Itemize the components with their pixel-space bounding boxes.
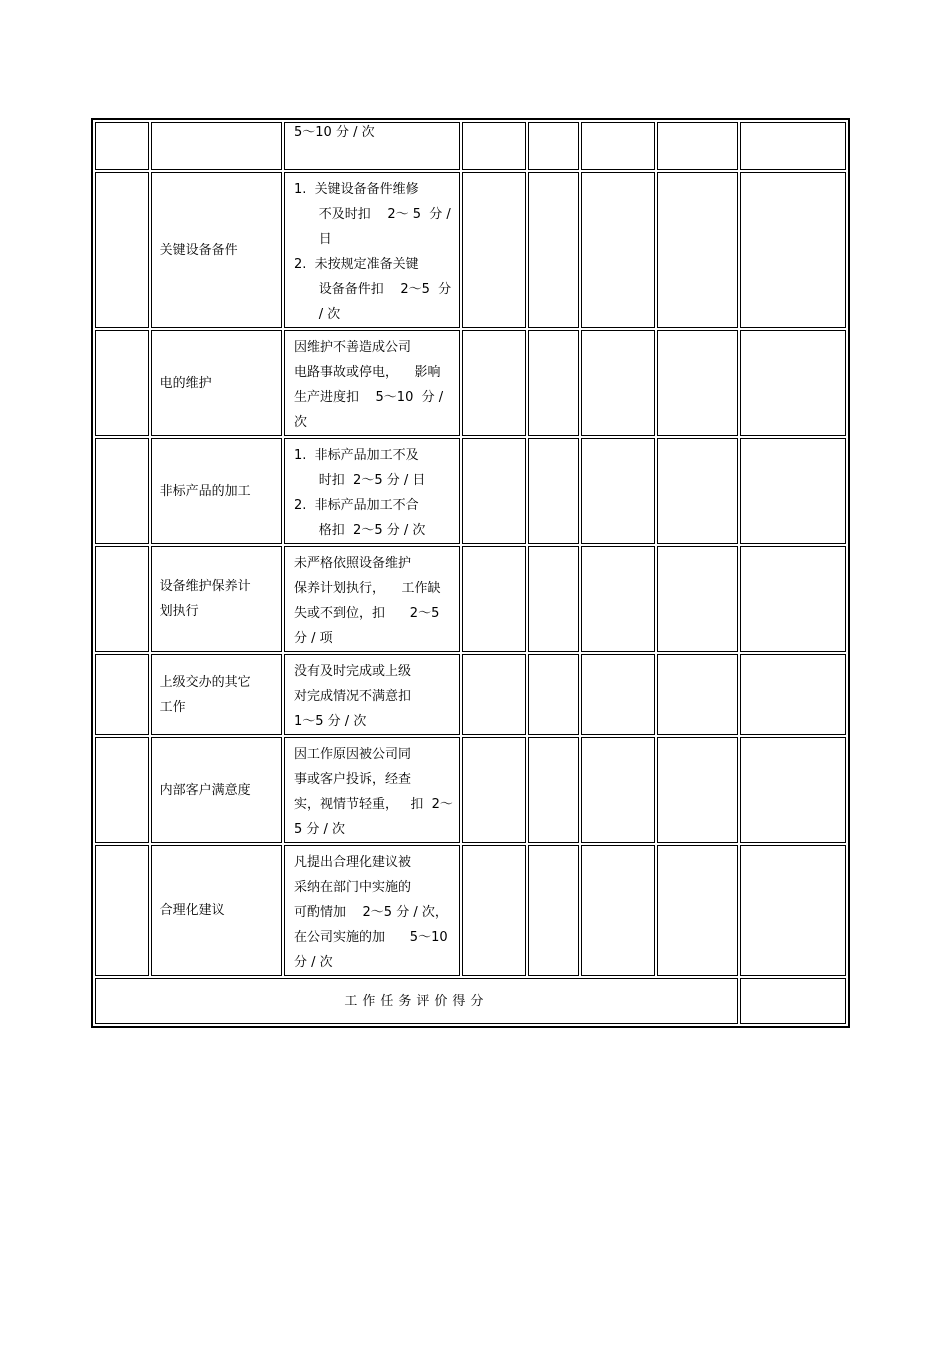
score-cell: [581, 654, 655, 735]
score-cell: [657, 122, 738, 170]
score-cell: [740, 438, 846, 544]
criteria-line: 格扣 2～5 分 / 次: [294, 523, 426, 538]
score-cell: [528, 122, 580, 170]
item-label: 电的维护: [159, 375, 212, 391]
criteria-line: 5～10 分 / 次: [294, 125, 375, 140]
criteria-line: 事或客户投诉，经查: [294, 772, 412, 787]
item-cell: [151, 737, 282, 843]
score-cell: [581, 172, 655, 328]
score-cell: [657, 737, 738, 843]
item-label: 内部客户满意度: [159, 782, 251, 798]
table-row: [95, 438, 846, 544]
score-cell: [528, 845, 580, 976]
item-cell: [151, 654, 282, 735]
score-cell: [740, 845, 846, 976]
criteria-cell: [284, 438, 460, 544]
criteria-cell: [284, 172, 460, 328]
criteria-line: 2. 非标产品加工不合: [294, 498, 419, 513]
score-cell: [462, 330, 526, 436]
index-cell: [95, 122, 149, 170]
item-label: 工作: [159, 699, 186, 715]
criteria-line: 因工作原因被公司同: [294, 747, 412, 762]
item-cell: [151, 122, 282, 170]
score-cell: [528, 546, 580, 652]
score-cell: [462, 438, 526, 544]
table-row: [95, 737, 846, 843]
criteria-cell: [284, 330, 460, 436]
score-cell: [581, 737, 655, 843]
score-cell: [657, 438, 738, 544]
score-cell: [581, 845, 655, 976]
criteria-cell: [284, 737, 460, 843]
score-cell: [740, 122, 846, 170]
item-cell: [151, 438, 282, 544]
score-cell: [462, 172, 526, 328]
score-cell: [581, 330, 655, 436]
criteria-cell: [284, 122, 460, 170]
table-row: [95, 172, 846, 328]
criteria-line: 采纳在部门中实施的: [294, 880, 412, 895]
score-cell: [462, 845, 526, 976]
criteria-line: 生产进度扣 5～10 分 /: [294, 390, 444, 405]
criteria-line: 分 / 次: [294, 955, 333, 970]
index-cell: [95, 172, 149, 328]
index-cell: [95, 654, 149, 735]
total-score-label: 工作任务评价得分: [95, 978, 738, 1024]
criteria-line: 实，视情节轻重， 扣 2～: [294, 797, 453, 812]
criteria-line: 不及时扣 2～ 5 分 /: [294, 207, 451, 222]
score-cell: [657, 172, 738, 328]
criteria-line: 因维护不善造成公司: [294, 340, 412, 355]
criteria-line: 次: [294, 415, 308, 430]
criteria-line: 凡提出合理化建议被: [294, 855, 412, 870]
score-cell: [740, 654, 846, 735]
criteria-line: 1. 非标产品加工不及: [294, 448, 419, 463]
score-cell: [462, 122, 526, 170]
item-cell: [151, 172, 282, 328]
criteria-line: 1. 关键设备备件维修: [294, 182, 419, 197]
criteria-line: 在公司实施的加 5～10: [294, 930, 448, 945]
item-label: 上级交办的其它: [159, 674, 251, 690]
score-cell: [528, 737, 580, 843]
criteria-line: 2. 未按规定准备关键: [294, 257, 419, 272]
score-cell: [462, 654, 526, 735]
score-cell: [462, 546, 526, 652]
evaluation-table: [91, 118, 850, 1028]
item-label: 关键设备备件: [159, 242, 238, 258]
table-row: [95, 654, 846, 735]
score-cell: [740, 172, 846, 328]
criteria-line: 时扣 2～5 分 / 日: [294, 473, 426, 488]
criteria-cell: [284, 654, 460, 735]
index-cell: [95, 546, 149, 652]
item-label: 合理化建议: [159, 903, 225, 918]
score-cell: [740, 737, 846, 843]
item-cell: [151, 546, 282, 652]
criteria-line: 电路事故或停电， 影响: [294, 365, 441, 380]
score-cell: [657, 845, 738, 976]
item-label: 非标产品的加工: [159, 483, 251, 499]
score-cell: [528, 654, 580, 735]
score-cell: [657, 654, 738, 735]
score-cell: [657, 330, 738, 436]
index-cell: [95, 438, 149, 544]
criteria-line: 失或不到位，扣 2～5: [294, 606, 440, 621]
criteria-line: 日: [294, 232, 332, 247]
table-row: [95, 122, 846, 170]
criteria-line: 对完成情况不满意扣: [294, 689, 412, 704]
criteria-line: 5 分 / 次: [294, 822, 346, 837]
score-cell: [528, 330, 580, 436]
index-cell: [95, 737, 149, 843]
score-cell: [528, 438, 580, 544]
score-cell: [581, 438, 655, 544]
score-cell: [581, 122, 655, 170]
criteria-cell: [284, 546, 460, 652]
table-row: [95, 546, 846, 652]
criteria-line: 未严格依照设备维护: [294, 556, 412, 571]
criteria-line: 设备备件扣 2～5 分: [294, 282, 452, 297]
criteria-line: / 次: [294, 307, 341, 322]
criteria-line: 没有及时完成或上级: [294, 664, 412, 679]
table-row: [95, 330, 846, 436]
score-cell: [740, 330, 846, 436]
score-cell: [581, 546, 655, 652]
criteria-cell: [284, 845, 460, 976]
score-cell: [462, 737, 526, 843]
item-cell: [151, 330, 282, 436]
score-cell: [528, 172, 580, 328]
table-row: [95, 845, 846, 976]
index-cell: [95, 330, 149, 436]
total-row: [95, 978, 846, 1024]
item-label: 设备维护保养计: [159, 579, 251, 594]
criteria-line: 分 / 项: [294, 631, 333, 646]
total-score-cell: [740, 978, 846, 1024]
index-cell: [95, 845, 149, 976]
item-label: 划执行: [159, 604, 199, 619]
criteria-line: 1～5 分 / 次: [294, 714, 367, 729]
item-cell: [151, 845, 282, 976]
score-cell: [657, 546, 738, 652]
criteria-line: 保养计划执行， 工作缺: [294, 581, 441, 596]
score-cell: [740, 546, 846, 652]
criteria-line: 可酌情加 2～5 分 / 次，: [294, 905, 448, 920]
